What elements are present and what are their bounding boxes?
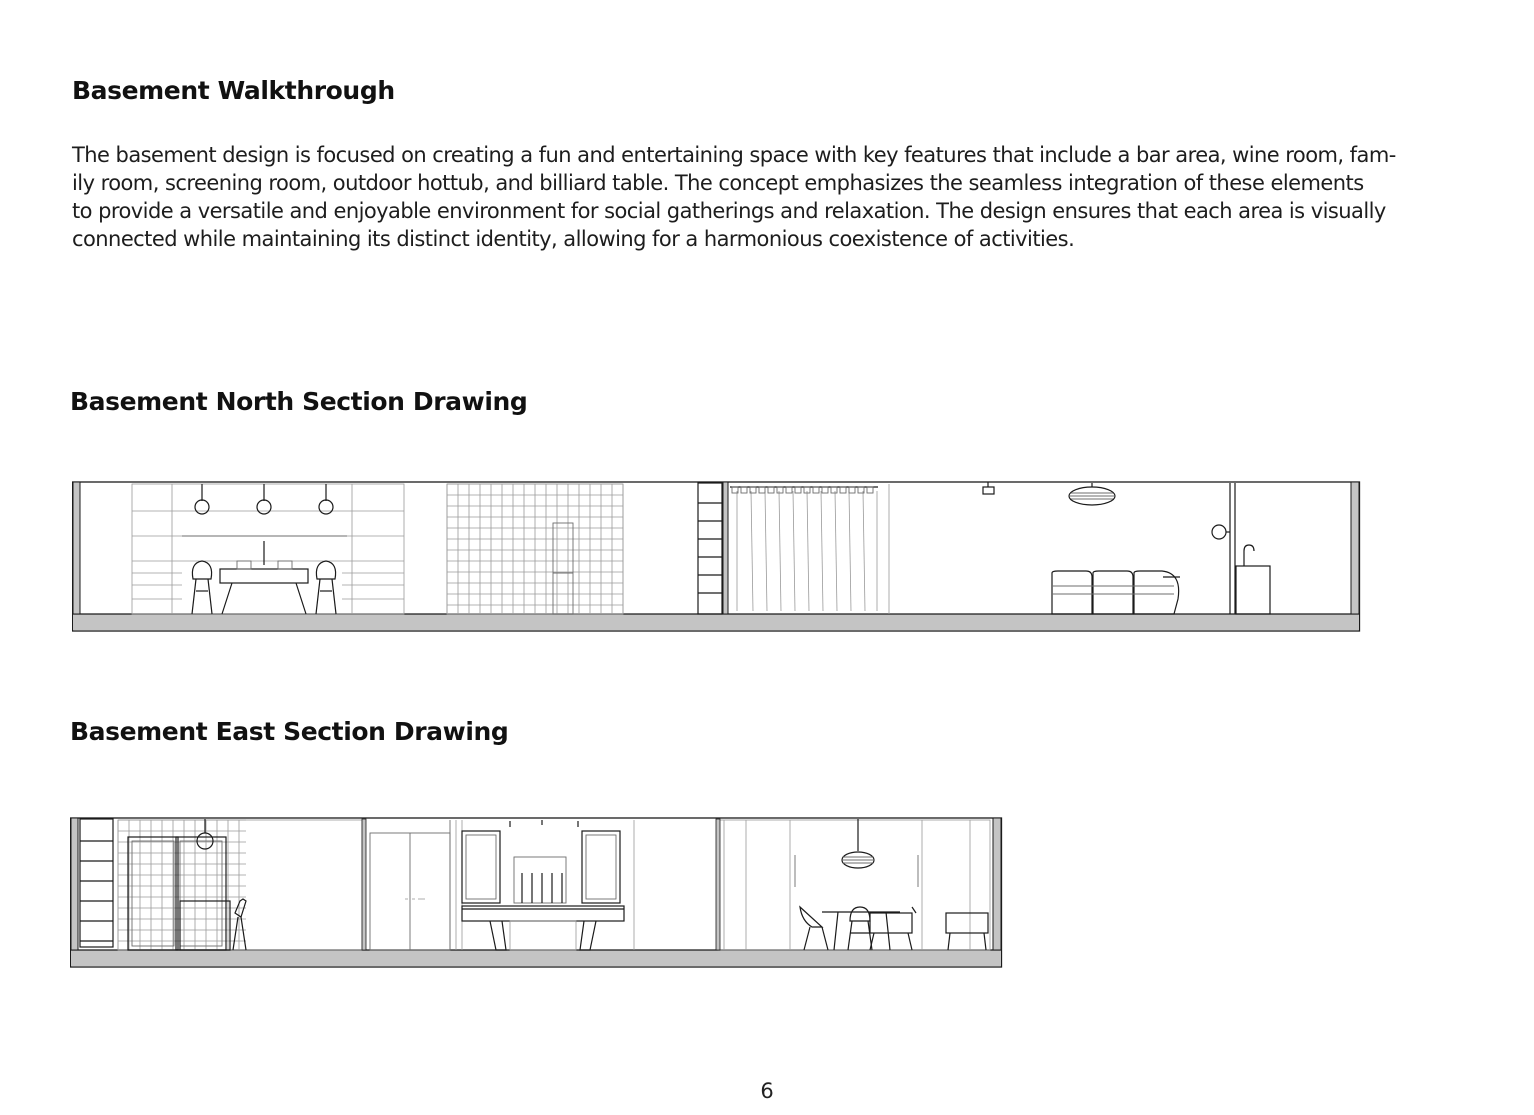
east-section-drawing: [70, 817, 1005, 969]
description-line: The basement design is focused on creating a fun and entertaining space with key features that include a bar area, wine room, fam-: [72, 143, 1396, 167]
east-section-title: Basement East Section Drawing: [70, 717, 509, 746]
description-line: to provide a versatile and enjoyable environment for social gatherings and relaxation. The design ensures that each area is visually: [72, 199, 1386, 223]
east-outer-frame: [71, 818, 1002, 967]
north-section-drawing: [72, 481, 1362, 633]
walkthrough-description: [72, 141, 1492, 253]
description-line: ily room, screening room, outdoor hottub, and billiard table. The concept emphasizes the seamless integration of these elements: [72, 171, 1364, 195]
north-section-title: Basement North Section Drawing: [70, 387, 528, 416]
walkthrough-title: Basement Walkthrough: [72, 76, 395, 105]
page-number: 6: [760, 1079, 774, 1103]
description-line: connected while maintaining its distinct identity, allowing for a harmonious coexistence of activities.: [72, 227, 1075, 251]
